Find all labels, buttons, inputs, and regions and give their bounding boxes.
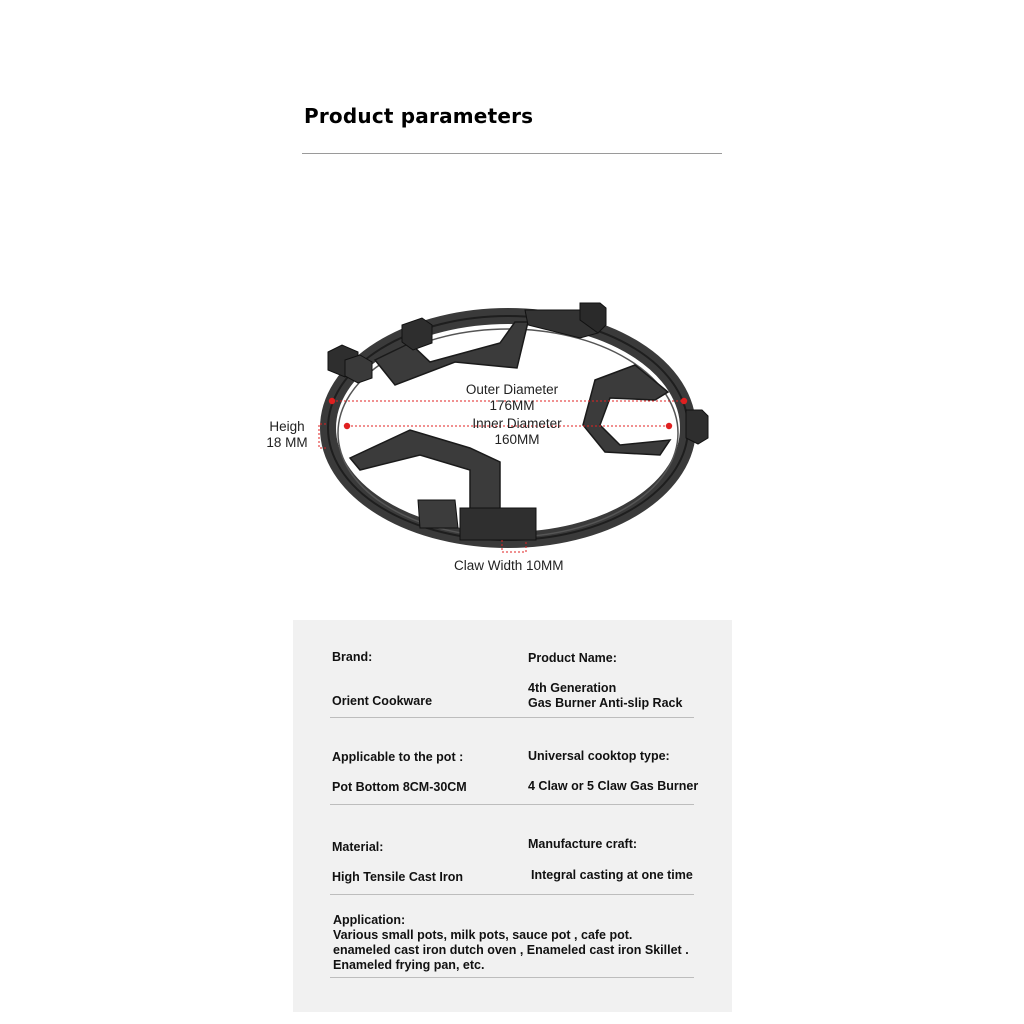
- spec-panel: [293, 620, 732, 1012]
- page-title: Product parameters: [304, 104, 534, 128]
- craft-label: Manufacture craft:: [528, 837, 638, 851]
- inner-diameter-value: 160MM: [494, 432, 540, 447]
- spec-divider: [330, 717, 694, 718]
- product-name-label: Product Name:: [528, 651, 617, 665]
- inner-diameter-label: [467, 416, 567, 448]
- claw-width-label: Claw Width 10MM: [454, 558, 564, 573]
- material-label: Material:: [332, 840, 384, 854]
- material-value: High Tensile Cast Iron: [332, 870, 464, 884]
- brand-label: Brand:: [332, 650, 373, 664]
- product-name-value: 4th Generation Gas Burner Anti-slip Rack: [528, 681, 683, 710]
- application-value: Various small pots, milk pots, sauce pot , cafe pot. enameled cast iron dutch oven , Enameled cast iron Skillet . Enameled frying pan, etc.: [333, 928, 689, 972]
- height-label: [262, 419, 312, 451]
- outer-diameter-label: [462, 382, 562, 414]
- pot-label: Applicable to the pot :: [332, 750, 464, 764]
- spec-divider: [330, 894, 694, 895]
- height-value: 18 MM: [266, 435, 308, 450]
- spec-divider: [330, 977, 694, 978]
- brand-value: Orient Cookware: [332, 694, 433, 708]
- pot-value: Pot Bottom 8CM-30CM: [332, 780, 467, 794]
- cooktop-value: 4 Claw or 5 Claw Gas Burner: [528, 779, 699, 793]
- spec-divider: [330, 804, 694, 805]
- outer-diameter-title: Outer Diameter: [465, 382, 559, 397]
- craft-value: Integral casting at one time: [531, 868, 693, 882]
- inner-diameter-title: Inner Diameter: [472, 416, 562, 431]
- height-title: Heigh: [269, 419, 305, 434]
- application-label: Application:: [333, 913, 406, 927]
- outer-diameter-value: 176MM: [489, 398, 535, 413]
- cooktop-label: Universal cooktop type:: [528, 749, 670, 763]
